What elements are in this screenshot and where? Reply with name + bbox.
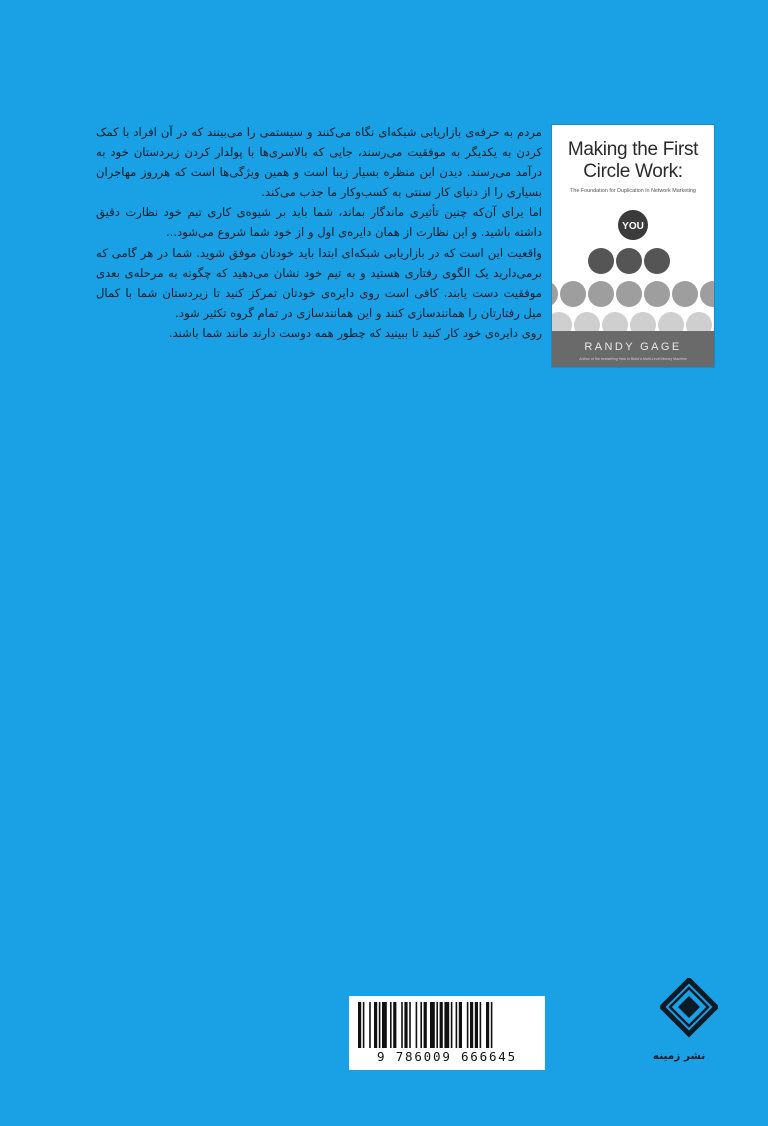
barcode-bar [459,1002,462,1048]
second-circle-dot [552,281,558,307]
barcode-bar [409,1002,411,1048]
author-band [552,331,714,367]
barcode-bar [382,1002,387,1048]
second-circle-dot [616,281,642,307]
book-title-line-1: Making the First [567,139,699,160]
book-subtitle: The Foundation for Duplication in Network Marketing [570,188,696,194]
barcode-bar [404,1002,407,1048]
barcode-bar [467,1002,469,1048]
description-paragraph-3: واقعیت این است که در بازاریابی شبکه‌ای ابتدا باید خودتان موفق شوید. شما در هر گامی که برمی‌دارید یک الگوی رفتاری هستید و به تیم خود نشان می‌دهید که چگونه به مرحله‌ی بعدی موفقیت دست یابند. کافی است روی دایره‌ی خودتان تمرکز کنید تا زیردستان شما با کمال میل رفتارتان را همانندسازی کنند و این همانندسازی در تمام گروه تکثیر شود. [96,245,542,320]
barcode-bar [358,1002,361,1048]
barcode-bar [436,1002,438,1048]
author-note: Author of the bestselling How to Build a Multi-Level Money Machine [579,357,687,361]
second-circle-dot [672,281,698,307]
barcode-bar [369,1002,371,1048]
second-circle-dot [560,281,586,307]
first-circle-dot [644,248,670,274]
barcode-bar [451,1002,453,1048]
book-author: RANDY GAGE [584,341,682,353]
barcode-bar [444,1002,449,1048]
publisher-name: نشر زمینه [652,1050,706,1062]
first-circle-dot [588,248,614,274]
isbn-number: 9 786009 666645 [377,1049,517,1064]
barcode-bar [401,1002,403,1048]
description-text [96,122,542,343]
barcode-bar [456,1002,458,1048]
you-circle-label: YOU [622,221,644,232]
second-circle-dot [700,281,714,307]
barcode-bar [491,1002,493,1048]
barcode-bar [430,1002,435,1048]
barcode-bar [475,1002,478,1048]
barcode-bar [420,1002,422,1048]
barcode-bars [358,1002,536,1048]
barcode-bar [424,1002,427,1048]
barcode-bar [480,1002,482,1048]
barcode-bar [374,1002,377,1048]
description-paragraph-4: روی دایره‌ی خود کار کنید تا ببینید که چطور همه دوست دارند مانند شما باشند. [168,325,542,340]
second-circle-dot [644,281,670,307]
barcode-bar [440,1002,443,1048]
barcode-bar [416,1002,418,1048]
first-circle-row [588,248,670,274]
second-circle-row [552,281,714,307]
barcode-bar [486,1002,489,1048]
barcode-bar [470,1002,473,1048]
description-paragraph-2: اما برای آن‌که چنین تأثیری ماندگار بماند، شما باید بر شیوه‌ی کاری تیم خود نظارت دقیق داشته باشید. و این نظارت از همان دایره‌ی اول و از خود شما شروع می‌شود... [96,205,542,240]
book-cover-thumbnail [552,125,714,367]
circle-pattern-graphic [552,205,714,335]
description-paragraph-1: مردم به حرفه‌ی بازاریابی شبکه‌ای نگاه می‌کنند و سیستمی را می‌بینند که در آن افراد با کمک کردن به یکدیگر به موفقیت می‌رسند، جایی که بالاسری‌ها با پولدار کردن زیردستان خود به درآمد می‌رسند. دیدن این منظره بسیار زیبا است و همین ویژگی‌ها است که هرروز مهاجران بسیاری را از دنیای کار سنتی به کسب‌وکار ما جذب می‌کند. [96,125,542,200]
first-circle-dot [616,248,642,274]
book-title [552,139,714,183]
barcode-bar [379,1002,381,1048]
barcode-bar [363,1002,365,1048]
barcode-bar [393,1002,396,1048]
publisher-logo-icon [660,978,718,1048]
isbn-barcode [349,996,545,1070]
book-title-line-2: Circle Work: [583,161,683,182]
barcode-bar [390,1002,392,1048]
second-circle-dot [588,281,614,307]
